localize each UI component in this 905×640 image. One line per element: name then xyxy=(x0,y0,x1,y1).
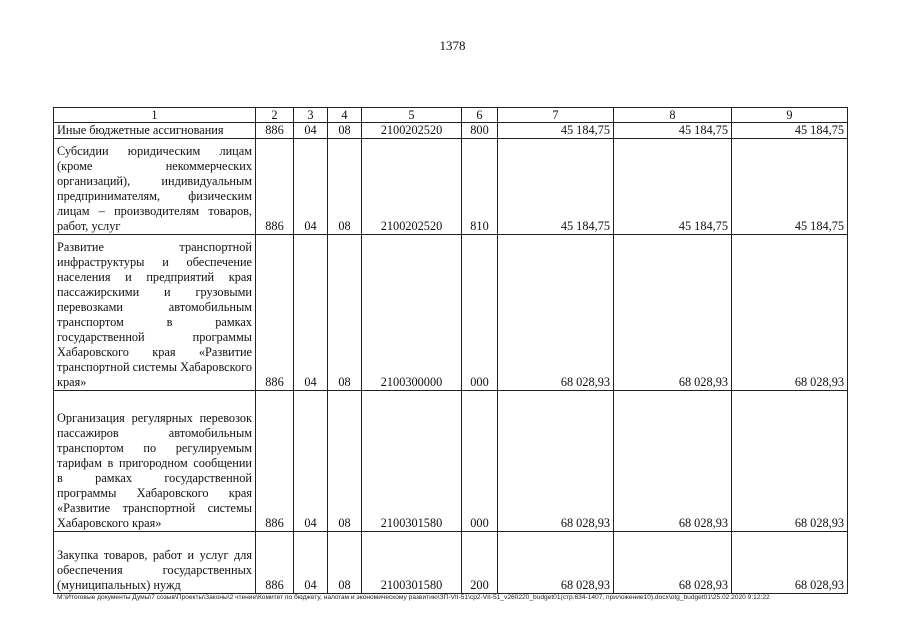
row-code-4: 08 xyxy=(328,391,362,532)
row-code-5: 2100300000 xyxy=(362,235,462,391)
header-cell: 5 xyxy=(362,108,462,123)
row-value-8: 68 028,93 xyxy=(614,391,732,532)
row-value-9: 68 028,93 xyxy=(732,391,848,532)
table-header-row xyxy=(54,108,848,123)
row-code-6: 810 xyxy=(462,139,498,235)
budget-table xyxy=(53,107,848,594)
row-code-5: 2100202520 xyxy=(362,139,462,235)
row-value-8: 68 028,93 xyxy=(614,235,732,391)
row-code-2: 886 xyxy=(256,123,294,139)
row-code-2: 886 xyxy=(256,391,294,532)
row-name: Организация регулярных перевозок пассажиров автомобильным транспортом по регулируемым тарифам в пригородном сообщении в рамках государственной программы Хабаровского края «Развитие транспортной системы Хабаровского края» xyxy=(54,391,256,532)
row-code-2: 886 xyxy=(256,139,294,235)
row-code-6: 200 xyxy=(462,532,498,594)
header-cell: 2 xyxy=(256,108,294,123)
row-code-5: 2100202520 xyxy=(362,123,462,139)
row-code-3: 04 xyxy=(294,235,328,391)
row-value-9: 68 028,93 xyxy=(732,235,848,391)
row-code-4: 08 xyxy=(328,532,362,594)
row-value-7: 68 028,93 xyxy=(498,235,614,391)
row-value-7: 68 028,93 xyxy=(498,532,614,594)
header-cell: 7 xyxy=(498,108,614,123)
row-name: Закупка товаров, работ и услуг для обеспечения государственных (муниципальных) нужд xyxy=(54,532,256,594)
footer-file-path: M:\Итоговые документы Думы\7 созыв\Проекты\Законы\2 чтение\Комитет по бюджету, налогам и экономическому развитию\ЗП-VII-51\ср2-VII-51_v260220_budget01(стр.634-1407, приложение10).docx\otg_budget01\25.02.2020 9:12:22 xyxy=(57,594,770,601)
page-number: 1378 xyxy=(439,38,466,53)
row-code-4: 08 xyxy=(328,235,362,391)
row-code-3: 04 xyxy=(294,139,328,235)
header-cell: 1 xyxy=(54,108,256,123)
header-cell: 6 xyxy=(462,108,498,123)
header-cell: 9 xyxy=(732,108,848,123)
table-row xyxy=(54,123,848,139)
row-code-2: 886 xyxy=(256,235,294,391)
row-value-7: 45 184,75 xyxy=(498,139,614,235)
row-code-5: 2100301580 xyxy=(362,391,462,532)
row-code-6: 000 xyxy=(462,391,498,532)
row-code-4: 08 xyxy=(328,139,362,235)
row-value-7: 68 028,93 xyxy=(498,391,614,532)
header-cell: 8 xyxy=(614,108,732,123)
row-value-7: 45 184,75 xyxy=(498,123,614,139)
table-row xyxy=(54,532,848,594)
row-value-8: 45 184,75 xyxy=(614,139,732,235)
row-value-8: 45 184,75 xyxy=(614,123,732,139)
row-code-2: 886 xyxy=(256,532,294,594)
table-row xyxy=(54,391,848,532)
row-code-6: 000 xyxy=(462,235,498,391)
table-row xyxy=(54,235,848,391)
row-value-9: 45 184,75 xyxy=(732,123,848,139)
row-code-5: 2100301580 xyxy=(362,532,462,594)
row-value-8: 68 028,93 xyxy=(614,532,732,594)
header-cell: 4 xyxy=(328,108,362,123)
table-row xyxy=(54,139,848,235)
row-name: Иные бюджетные ассигнования xyxy=(54,123,256,139)
header-cell: 3 xyxy=(294,108,328,123)
row-value-9: 45 184,75 xyxy=(732,139,848,235)
row-value-9: 68 028,93 xyxy=(732,532,848,594)
row-code-3: 04 xyxy=(294,532,328,594)
row-code-4: 08 xyxy=(328,123,362,139)
row-name: Субсидии юридическим лицам (кроме некоммерческих организаций), индивидуальным предпринимателям, физическим лицам – производителям товаров, работ, услуг xyxy=(54,139,256,235)
row-code-6: 800 xyxy=(462,123,498,139)
row-code-3: 04 xyxy=(294,123,328,139)
row-name: Развитие транспортной инфраструктуры и обеспечение населения и предприятий края пассажирскими и грузовыми перевозками автомобильным транспортом в рамках государственной программы Хабаровского края «Развитие транспортной системы Хабаровского края» xyxy=(54,235,256,391)
row-code-3: 04 xyxy=(294,391,328,532)
